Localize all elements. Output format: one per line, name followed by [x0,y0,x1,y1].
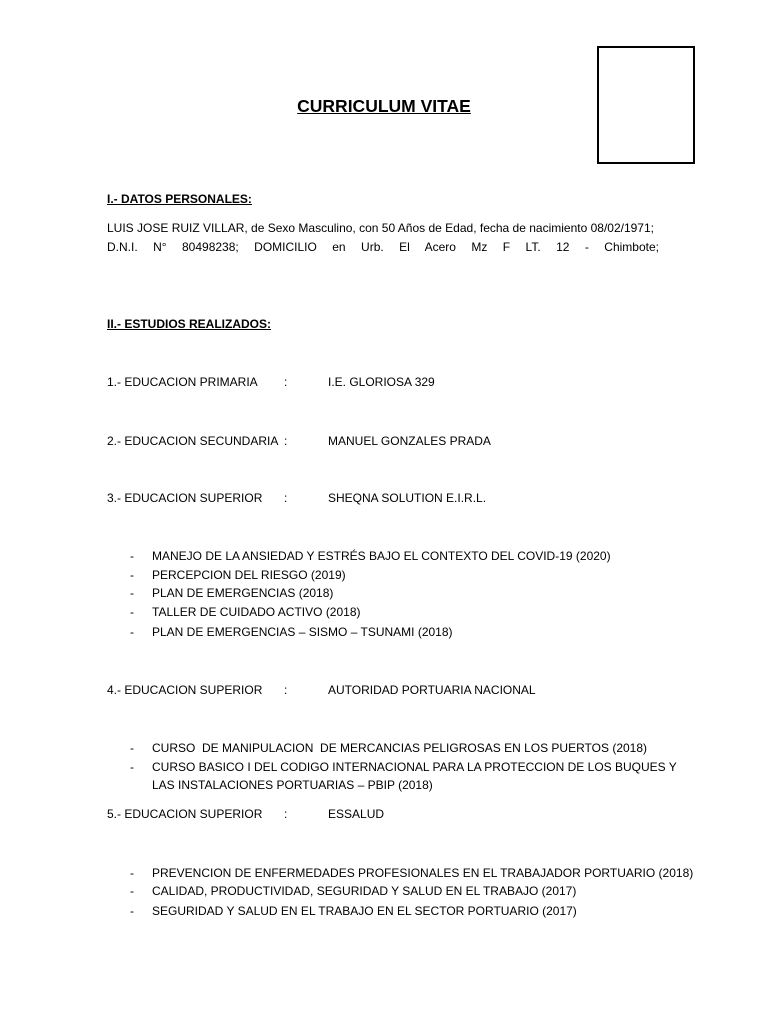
personal-info-line-1: LUIS JOSE RUIZ VILLAR, de Sexo Masculino, con 50 Años de Edad, fecha de nacimiento 08/02/1971; [107,221,654,235]
bullet-dash: - [130,866,134,880]
bullet-dash: - [130,884,134,898]
bullet-dash: - [130,625,134,639]
education-label: 2.- EDUCACION SECUNDARIA [107,434,279,448]
education-colon: : [284,375,288,389]
education-institution: MANUEL GONZALES PRADA [328,434,491,448]
course-item: PLAN DE EMERGENCIAS (2018) [152,586,334,600]
education-institution: SHEQNA SOLUTION E.I.R.L. [328,491,487,505]
bullet-dash: - [130,605,134,619]
education-institution: I.E. GLORIOSA 329 [328,375,435,389]
bullet-dash: - [130,760,134,774]
education-label: 4.- EDUCACION SUPERIOR [107,683,263,697]
section-heading-personal: I.- DATOS PERSONALES: [107,192,252,206]
course-item: CURSO BASICO I DEL CODIGO INTERNACIONAL PARA LA PROTECCION DE LOS BUQUES Y [152,760,677,774]
education-institution: AUTORIDAD PORTUARIA NACIONAL [328,683,536,697]
course-item: CALIDAD, PRODUCTIVIDAD, SEGURIDAD Y SALUD EN EL TRABAJO (2017) [152,884,577,898]
education-colon: : [284,683,288,697]
course-item: PREVENCION DE ENFERMEDADES PROFESIONALES EN EL TRABAJADOR PORTUARIO (2018) [152,866,694,880]
course-item: CURSO DE MANIPULACION DE MERCANCIAS PELIGROSAS EN LOS PUERTOS (2018) [152,741,648,755]
education-colon: : [284,434,288,448]
bullet-dash: - [130,549,134,563]
course-item: TALLER DE CUIDADO ACTIVO (2018) [152,605,361,619]
education-colon: : [284,491,288,505]
section-heading-studies: II.- ESTUDIOS REALIZADOS: [107,317,272,331]
bullet-dash: - [130,568,134,582]
course-item: SEGURIDAD Y SALUD EN EL TRABAJO EN EL SECTOR PORTUARIO (2017) [152,904,577,918]
course-item: PLAN DE EMERGENCIAS – SISMO – TSUNAMI (2018) [152,625,453,639]
bullet-dash: - [130,586,134,600]
bullet-dash: - [130,741,134,755]
course-item: PERCEPCION DEL RIESGO (2019) [152,568,346,582]
education-label: 1.- EDUCACION PRIMARIA [107,375,258,389]
document-title: CURRICULUM VITAE [297,96,471,116]
education-label: 3.- EDUCACION SUPERIOR [107,491,263,505]
course-item-continuation: LAS INSTALACIONES PORTUARIAS – PBIP (2018) [152,778,433,792]
education-label: 5.- EDUCACION SUPERIOR [107,807,263,821]
education-colon: : [284,807,288,821]
course-item: MANEJO DE LA ANSIEDAD Y ESTRÉS BAJO EL CONTEXTO DEL COVID-19 (2020) [152,549,611,563]
bullet-dash: - [130,904,134,918]
personal-info-line-2: D.N.I. N° 80498238; DOMICILIO en Urb. El Acero Mz F LT. 12 - Chimbote; [107,240,659,254]
education-institution: ESSALUD [328,807,385,821]
